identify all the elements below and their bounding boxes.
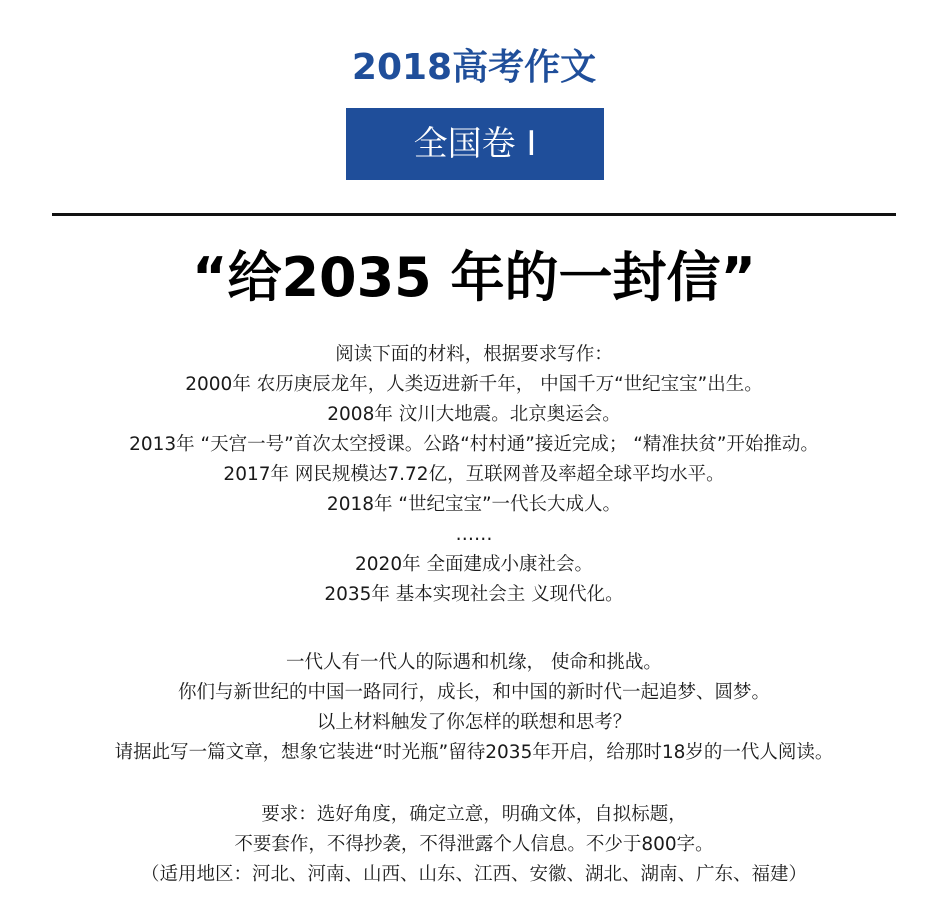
requirements-line: （适用地区：河北、河南、山西、山东、江西、安徽、湖北、湖南、广东、福建） (140, 864, 807, 885)
prompt-line: 一代人有一代人的际遇和机缘， 使命和挑战。 (286, 652, 662, 673)
page-header-title: 2018高考作文 (351, 47, 597, 88)
prompt-line: 以上材料触发了你怎样的联想和思考？ (316, 712, 632, 733)
material-line: 2013年 “天宫一号”首次太空授课。公路“村村通”接近完成； “精准扶贫”开始推动。 (129, 434, 819, 455)
material-section (0, 340, 948, 610)
requirements-line: 不要套作，不得抄袭，不得泄露个人信息。不少于800字。 (234, 834, 714, 855)
divider (52, 213, 896, 216)
exam-paper-badge: 全国卷 I (346, 108, 604, 180)
material-line: 2017年 网民规模达7.72亿，互联网普及率超全球平均水平。 (223, 464, 725, 485)
material-line: 2000年 农历庚辰龙年，人类迈进新千年， 中国千万“世纪宝宝”出生。 (185, 374, 763, 395)
material-line: 2020年 全面建成小康社会。 (355, 554, 593, 575)
material-line: …… (455, 524, 493, 545)
requirements-section (0, 800, 948, 890)
prompt-line: 你们与新世纪的中国一路同行，成长，和中国的新时代一起追梦、圆梦。 (177, 682, 770, 703)
material-line: 2018年 “世纪宝宝”一代长大成人。 (326, 494, 622, 515)
material-line: 阅读下面的材料，根据要求写作： (335, 344, 613, 365)
prompt-section (0, 648, 948, 768)
essay-title: “给2035 年的一封信” (191, 246, 757, 309)
material-line: 2035年 基本实现社会主 义现代化。 (324, 584, 624, 605)
material-line: 2008年 汶川大地震。北京奥运会。 (327, 404, 621, 425)
requirements-line: 要求：选好角度，确定立意，明确文体，自拟标题， (261, 804, 687, 825)
prompt-line: 请据此写一篇文章，想象它装进“时光瓶”留待2035年开启，给那时18岁的一代人阅读。 (114, 742, 834, 763)
